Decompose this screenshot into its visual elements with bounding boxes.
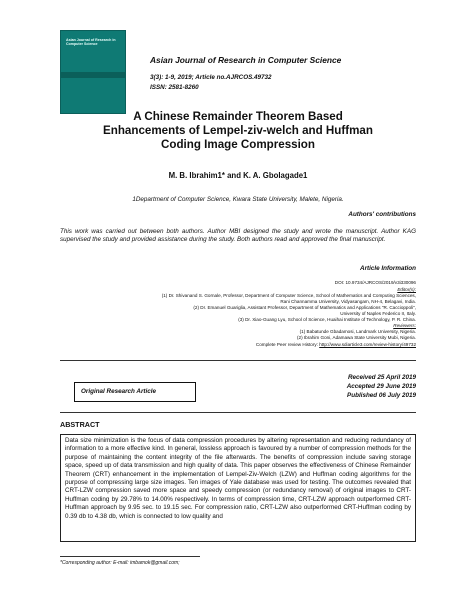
corresponding-author-footnote: *Corresponding author: E-mail: imbamok@gmail.com;	[60, 560, 180, 566]
cover-title: Asian Journal of Research in Computer Science	[66, 38, 116, 47]
title-line: Enhancements of Lempel-ziv-welch and Huffman	[103, 124, 373, 137]
article-type-box: Original Research Article	[74, 382, 196, 402]
editors-heading: Editor(s):	[397, 287, 416, 292]
title-line: A Chinese Remainder Theorem Based	[133, 110, 343, 123]
cover-band	[60, 72, 126, 78]
received-date: Received 25 April 2019	[347, 374, 416, 381]
journal-name: Asian Journal of Research in Computer Science	[150, 55, 342, 65]
author-affiliation: 1Department of Computer Science, Kwara State University, Malete, Nigeria.	[132, 196, 344, 203]
peer-review-history	[60, 342, 416, 348]
contributions-heading: Authors' contributions	[348, 211, 416, 218]
reviewers-heading: Reviewers:	[393, 323, 416, 328]
journal-issn: ISSN: 2581-8260	[150, 84, 199, 91]
reviewer-line: (2) Ibrahim Goni, Adamawa State University Mubi, Nigeria.	[297, 335, 416, 340]
article-title	[60, 110, 416, 152]
journal-cover-image	[60, 30, 126, 114]
editor-line: Rani Channamma University, Vidyasangam, NH-4, Belagavi, India.	[280, 299, 416, 304]
peer-review-link[interactable]: http://www.sdiarticle3.com/review-history/49732	[319, 342, 416, 347]
editor-line: (3) Dr. Xiao-Guang Lyu, School of Science, Huaihai Institute of Technology, P. R. China.	[238, 317, 416, 322]
journal-issue: 3(3): 1-9, 2019; Article no.AJRCOS.49732	[150, 74, 272, 81]
published-date: Published 06 July 2019	[347, 392, 416, 399]
section-divider	[60, 360, 416, 361]
doi: DOI: 10.9734/AJRCOS/2019/v3i330096	[334, 280, 416, 285]
accepted-date: Accepted 29 June 2019	[346, 383, 416, 390]
editor-line: University of Naples Federico II, Italy.	[340, 311, 416, 316]
editor-line: (1) Dr. Shivanand S. Gornale, Professor, Department of Computer Science, School of Mathematics and Computing Sciences,	[161, 293, 416, 298]
article-authors: M. B. Ibrahim1* and K. A. Gbolagade1	[168, 171, 308, 180]
section-divider	[60, 412, 416, 413]
footnote-divider	[60, 556, 200, 557]
article-info-heading: Article Information	[360, 265, 416, 272]
abstract-heading: ABSTRACT	[60, 420, 100, 429]
peer-review-label: Complete Peer review History:	[255, 342, 320, 347]
title-line: Coding Image Compression	[161, 138, 315, 151]
editor-line: (2) Dr. Emanuel Guariglia, Assistant Professor, Department of Mathematics and Applications "R. Caccioppoli",	[193, 305, 416, 310]
abstract-text: Data size minimization is the focus of data compression procedures by altering representation and reducing redundancy of information to a more effective kind. In general, lossless approach is favoured by a number of compression methods for the purpose of maintaining the content integrity of the file afterwards. The benefits of compression include saving storage space, speed up of data transmission and high quality of data. This paper observes the effectiveness of Chinese Remainder Theorem (CRT) enhancement in the implementation of Lempel-Ziv-Welch (LZW) and Huffman coding algorithms for the purpose of compressing large size images. Ten images of Yale database was used for testing. The outcomes revealed that CRT-LZW compression saved more space and speedy compression (or redundancy removal) of original images to CRT-Huffman coding by 29.78% to 14.00% respectively. In terms of compression time, CRT-LZW approach outperformed CRT-Huffman approach by 9.95 sec. to 19.15 sec. For compression ratio, CRT-LZW also outperformed CRT-Huffman coding by 0.39 db to 4.38 db, which is connected to low quality and	[60, 434, 416, 542]
contributions-text: This work was carried out between both authors. Author MBI designed the study and wrote the manuscript. Author KAG supervised the study and provided assistance during the study. Both authors read and approved the final manuscript.	[60, 228, 416, 244]
reviewer-line: (1) Babatunde Gbadamosi, Landmark University, Nigeria.	[299, 329, 416, 334]
